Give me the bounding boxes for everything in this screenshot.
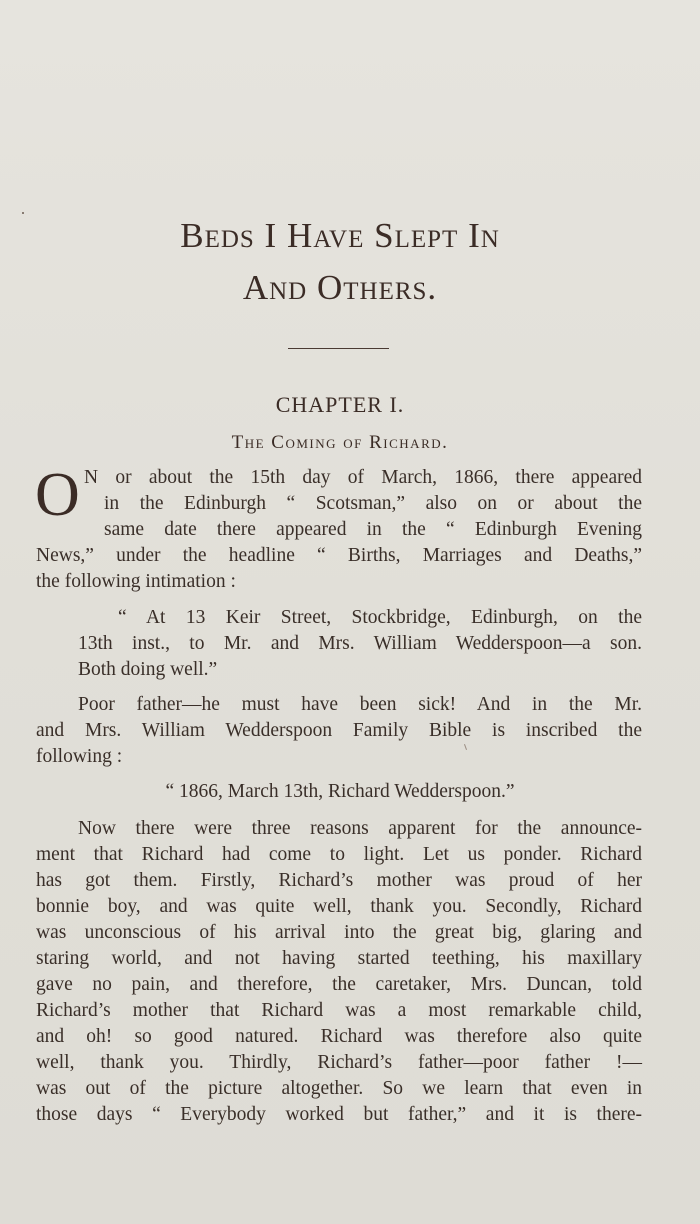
text-line: Richard’s mother that Richard was a most remarkable child, [36, 1000, 642, 1021]
text-line: gave no pain, and therefore, the caretaker, Mrs. Duncan, told [36, 974, 642, 995]
inscription-line: “ 1866, March 13th, Richard Wedderspoon.” [165, 781, 515, 802]
text-line: bonnie boy, and was quite well, thank you. Secondly, Richard [36, 896, 642, 917]
text-line: News,” under the headline “ Births, Marriages and Deaths,” [36, 545, 642, 566]
text-line: and Mrs. William Wedderspoon Family Bible is inscribed the [36, 720, 642, 741]
chapter-heading: CHAPTER I. [275, 392, 405, 417]
text-line: staring world, and not having started teething, his maxillary [36, 948, 642, 969]
chapter-subtitle: The Coming of Richard. [231, 432, 449, 453]
text-line: same date there appeared in the “ Edinburgh Evening [104, 519, 642, 540]
text-line: has got them. Firstly, Richard’s mother was proud of her [36, 870, 642, 891]
text-line: those days “ Everybody worked but father,” and it is there- [36, 1104, 642, 1125]
book-title [0, 210, 680, 314]
text-line: Now there were three reasons apparent for the announce- [78, 818, 642, 839]
text-line: the following intimation : [36, 571, 236, 592]
text-line: N or about the 15th day of March, 1866, there appeared [84, 467, 642, 488]
text-line: was out of the picture altogether. So we learn that even in [36, 1078, 642, 1099]
book-title-line-1: Beds I Have Slept In [180, 216, 500, 255]
text-line: and oh! so good natured. Richard was therefore also quite [36, 1026, 642, 1047]
text-line: following : [36, 746, 123, 767]
text-line: Poor father—he must have been sick! And in the Mr. [78, 694, 642, 715]
drop-cap: O [35, 461, 80, 529]
book-title-line-2: And Others. [242, 268, 438, 307]
quote-line: “ At 13 Keir Street, Stockbridge, Edinburgh, on the [118, 607, 642, 628]
text-line: in the Edinburgh “ Scotsman,” also on or about the [104, 493, 642, 514]
text-line: well, thank you. Thirdly, Richard’s father—poor father !— [36, 1052, 642, 1073]
title-divider [288, 348, 389, 349]
text-line: ment that Richard had come to light. Let us ponder. Richard [36, 844, 642, 865]
quote-line: 13th inst., to Mr. and Mrs. William Wedderspoon—a son. [78, 633, 642, 654]
quote-line: Both doing well.” [78, 659, 218, 680]
text-line: was unconscious of his arrival into the great big, glaring and [36, 922, 642, 943]
ink-mark [464, 744, 467, 750]
